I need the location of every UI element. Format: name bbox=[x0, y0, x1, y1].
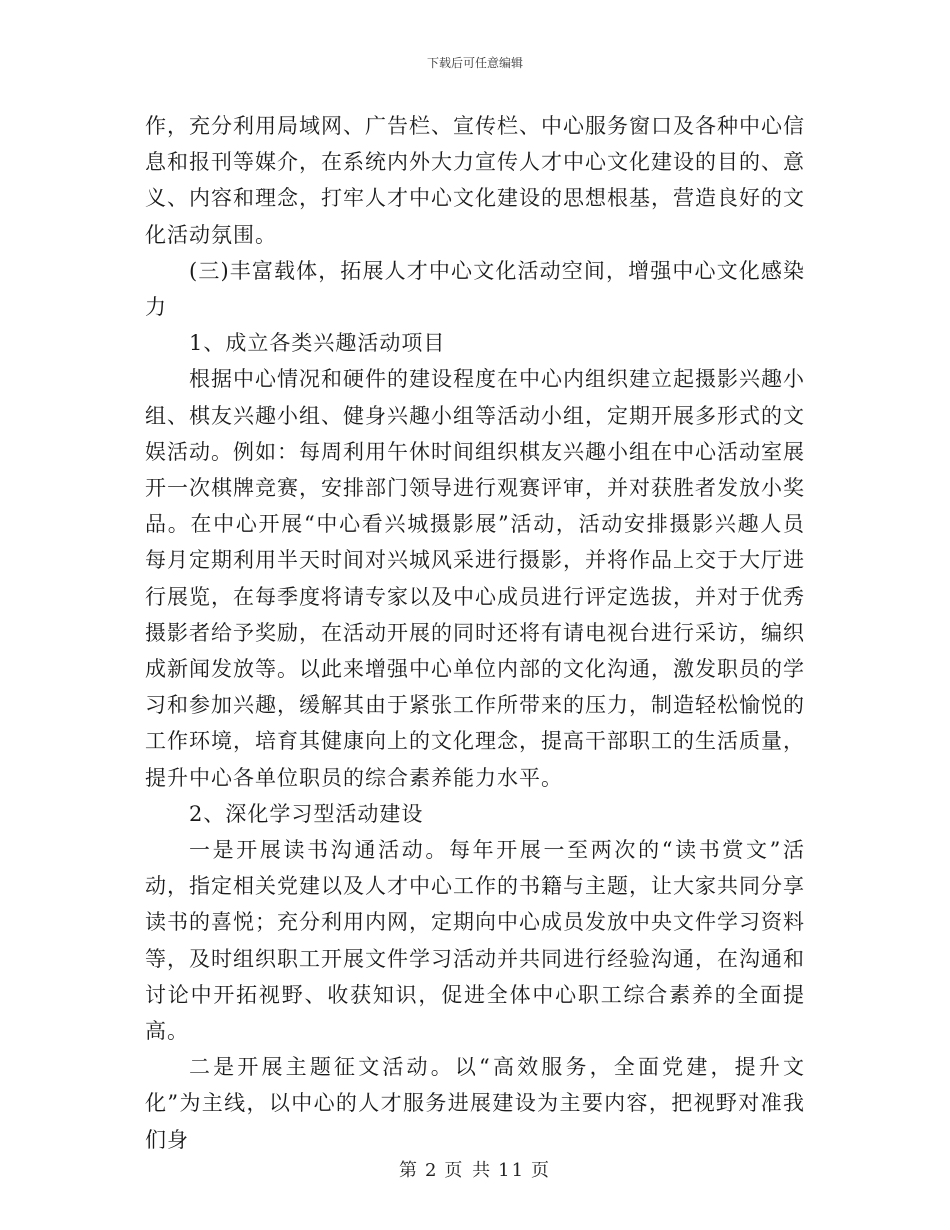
paragraph-3: 一是开展读书沟通活动。每年开展一至两次的“读书赏文”活动，指定相关党建以及人才中心工作的书籍与主题，让大家共同分享读书的喜悦；充分利用内网，定期向中心成员发放中央文件学习资料等，及时组织职工开展文件学习活动并共同进行经验沟通，在沟通和讨论中开拓视野、收获知识，促进全体中心职工综合素养的全面提高。 bbox=[145, 838, 805, 1044]
section-heading: (三)丰富载体，拓展人才中心文化活动空间，增强中心文化感染力 bbox=[145, 258, 805, 320]
footer-page-number: 2 bbox=[424, 1160, 439, 1181]
paragraph-1: 作，充分利用局域网、广告栏、宣传栏、中心服务窗口及各种中心信息和报刊等媒介，在系统内外大力宣传人才中心文化建设的目的、意义、内容和理念，打牢人才中心文化建设的思想根基，营造良好的文化活动氛围。 bbox=[145, 114, 805, 247]
footer-middle: 页 共 bbox=[444, 1160, 493, 1181]
footer-total-pages: 11 bbox=[498, 1160, 526, 1181]
document-body bbox=[145, 108, 805, 1158]
paragraph-4: 二是开展主题征文活动。以“高效服务，全面党建，提升文化”为主线，以中心的人才服务进展建设为主要内容，把视野对准我们身 bbox=[145, 1055, 805, 1152]
paragraph-2: 根据中心情况和硬件的建设程度在中心内组织建立起摄影兴趣小组、棋友兴趣小组、健身兴趣小组等活动小组，定期开展多形式的文娱活动。例如：每周利用午休时间组织棋友兴趣小组在中心活动室展开一次棋牌竞赛，安排部门领导进行观赛评审，并对获胜者发放小奖品。在中心开展“中心看兴城摄影展”活动，活动安排摄影兴趣人员每月定期利用半天时间对兴城风采进行摄影，并将作品上交于大厅进行展览，在每季度将请专家以及中心成员进行评定选拔，并对于优秀摄影者给予奖励，在活动开展的同时还将有请电视台进行采访，编织成新闻发放等。以此来增强中心单位内部的文化沟通，激发职员的学习和参加兴趣，缓解其由于紧张工作所带来的压力，制造轻松愉悦的工作环境，培育其健康向上的文化理念，提高干部职工的生活质量，提升中心各单位职员的综合素养能力水平。 bbox=[145, 367, 805, 790]
page-header: 下载后可任意编辑 bbox=[426, 56, 523, 70]
page-footer bbox=[0, 1156, 950, 1182]
subheading-2: 2、深化学习型活动建设 bbox=[189, 801, 424, 826]
subheading-1: 1、成立各类兴趣活动项目 bbox=[189, 331, 446, 356]
footer-suffix: 页 bbox=[531, 1160, 552, 1181]
footer-prefix: 第 bbox=[398, 1160, 419, 1181]
